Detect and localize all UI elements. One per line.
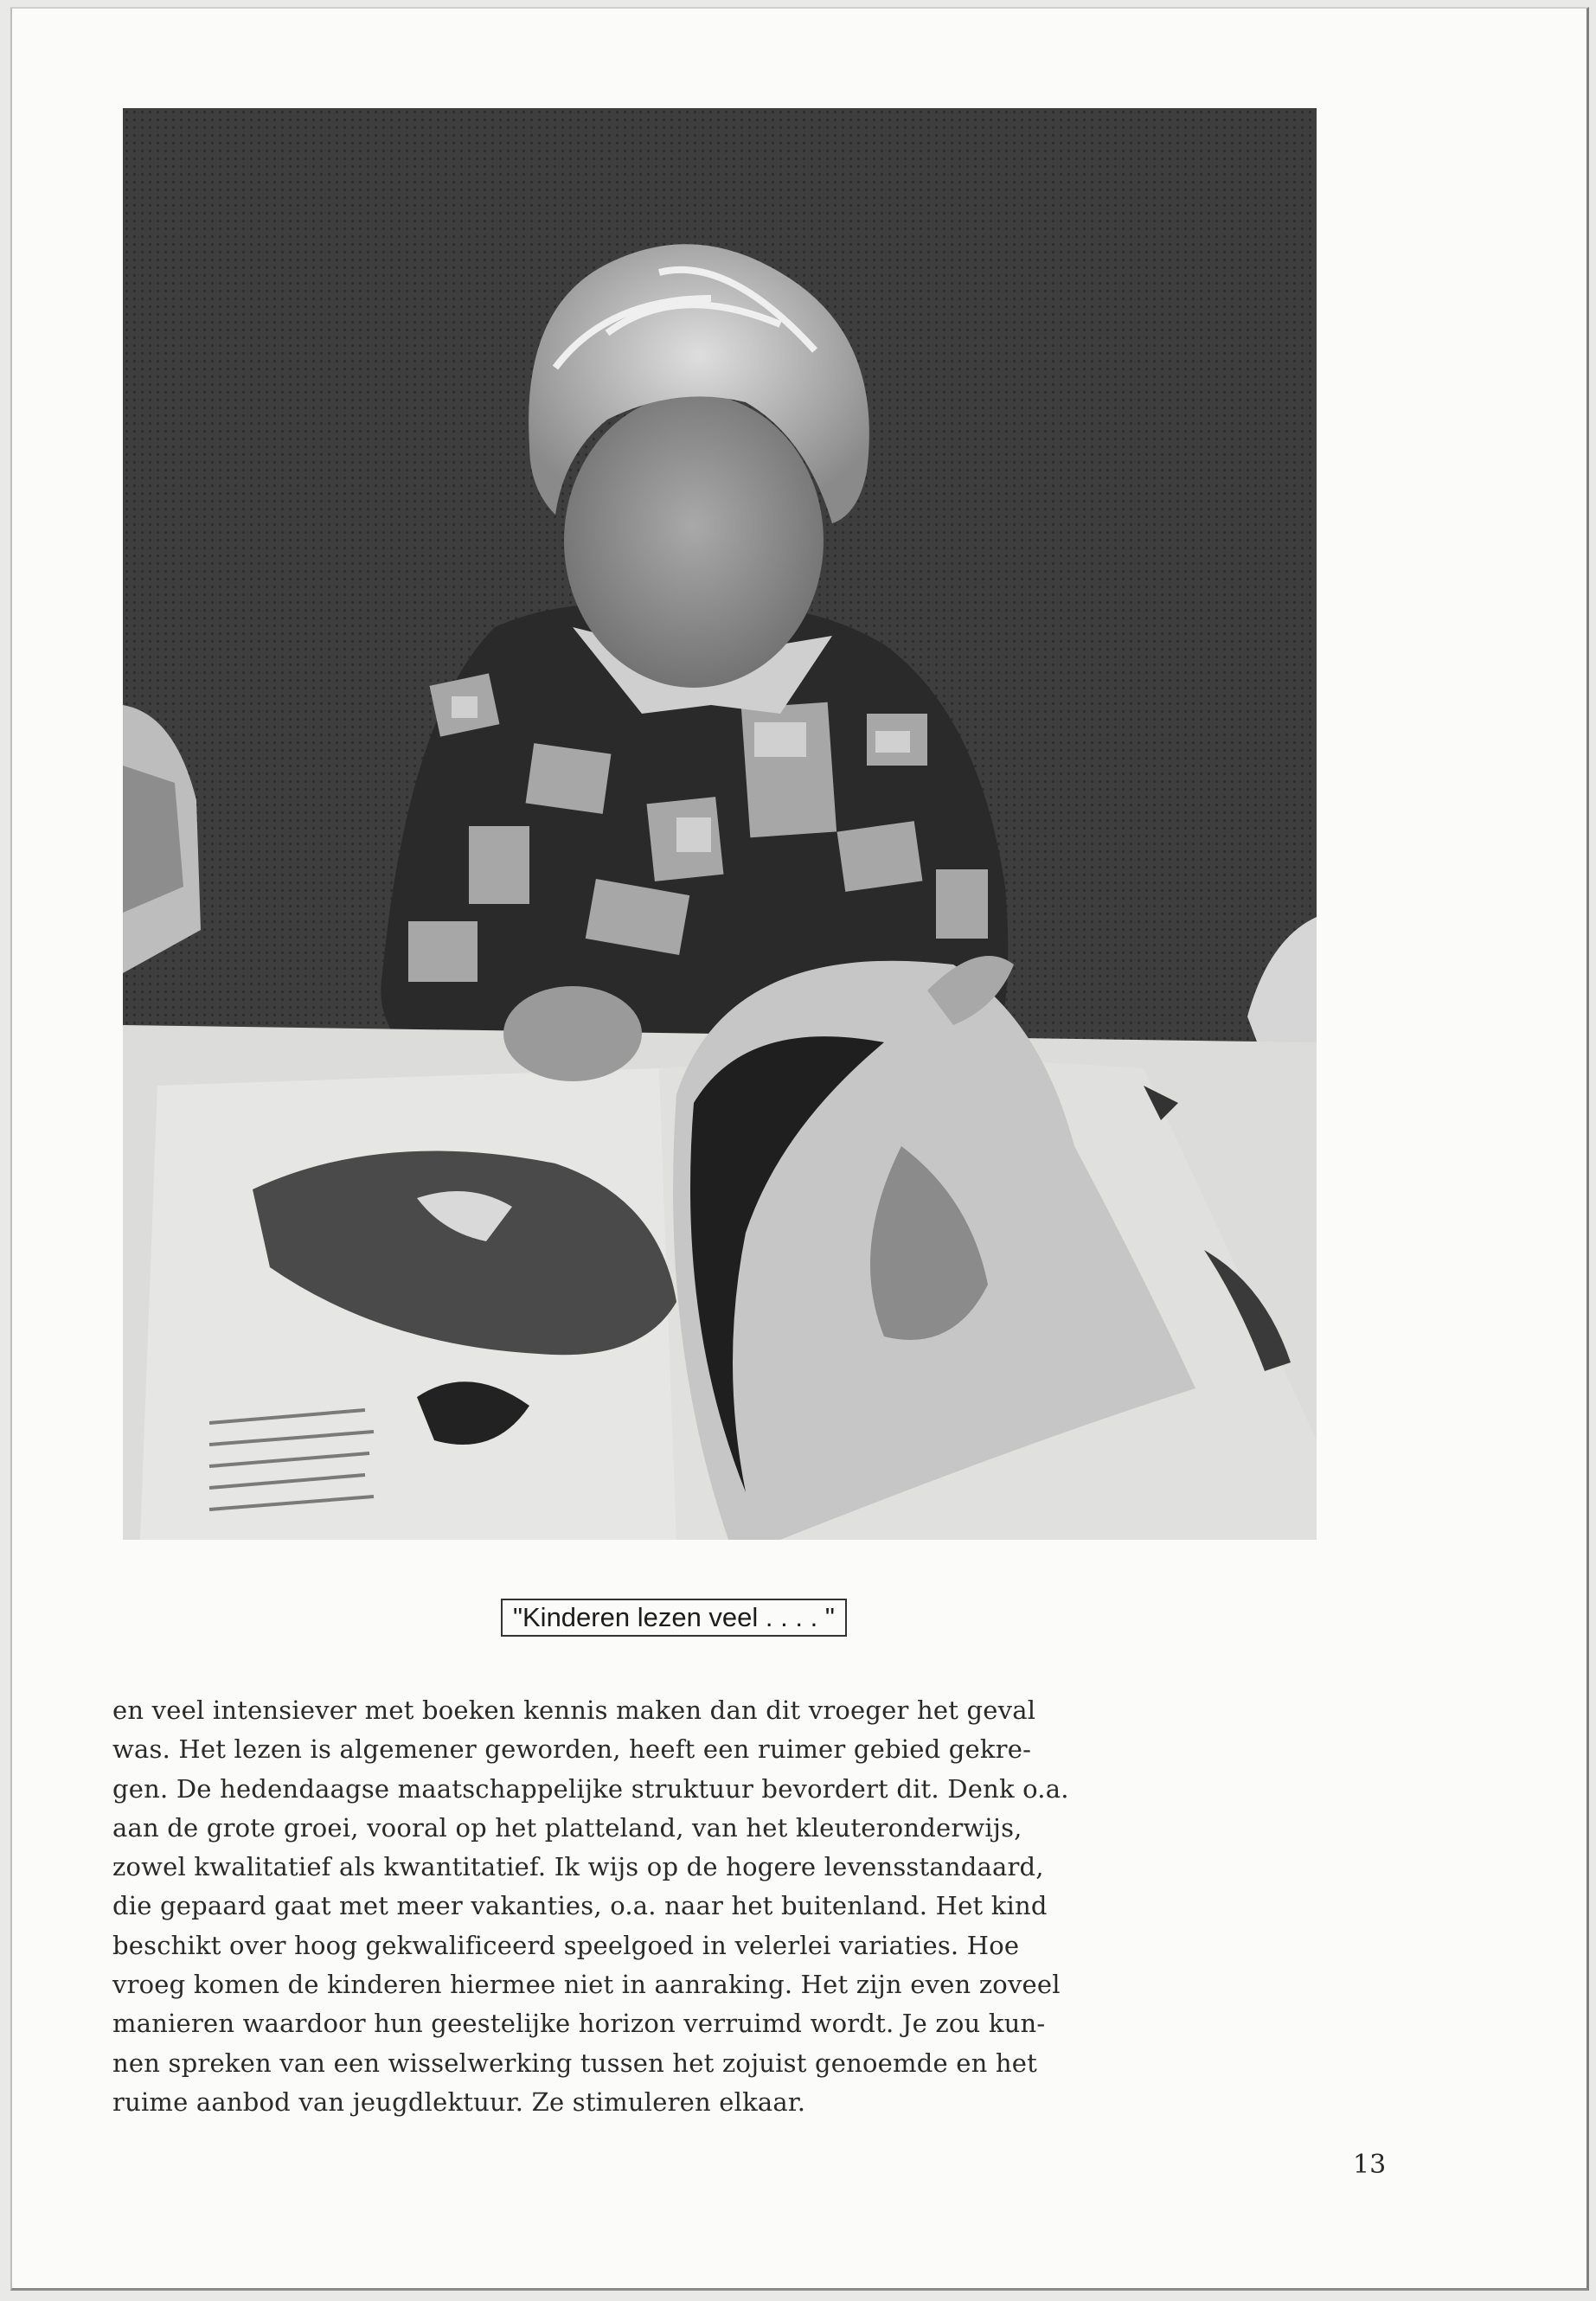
page-number: 13 [1353,2150,1387,2180]
photo-caption: "Kinderen lezen veel . . . . " [501,1599,847,1637]
document-page [10,7,1589,2291]
text-line: en veel intensiever met boeken kennis maken dan dit vroeger het geval [112,1695,1036,1725]
text-line: die gepaard gaat met meer vakanties, o.a. naar het buitenland. Het kind [112,1891,1048,1921]
child-reading-photo [123,108,1317,1540]
body-paragraph [112,1691,1410,2122]
text-line: beschikt over hoog gekwalificeerd speelgoed in velerlei variaties. Hoe [112,1930,1020,1960]
photo-illustration [123,108,1317,1540]
text-line: vroeg komen de kinderen hiermee niet in aanraking. Het zijn even zoveel [112,1970,1061,2000]
text-line: nen spreken van een wisselwerking tussen het zojuist genoemde en het [112,2048,1037,2078]
text-line: was. Het lezen is algemener geworden, heeft een ruimer gebied gekre- [112,1734,1032,1765]
text-line: gen. De hedendaagse maatschappelijke struktuur bevordert dit. Denk o.a. [112,1773,1069,1804]
text-line: zowel kwalitatief als kwantitatief. Ik wijs op de hogere levensstandaard, [112,1852,1044,1882]
text-line: ruime aanbod van jeugdlektuur. Ze stimuleren elkaar. [112,2086,806,2117]
text-line: aan de grote groei, vooral op het platteland, van het kleuteronderwijs, [112,1812,1022,1843]
text-line: manieren waardoor hun geestelijke horizon verruimd wordt. Je zou kun- [112,2009,1046,2039]
